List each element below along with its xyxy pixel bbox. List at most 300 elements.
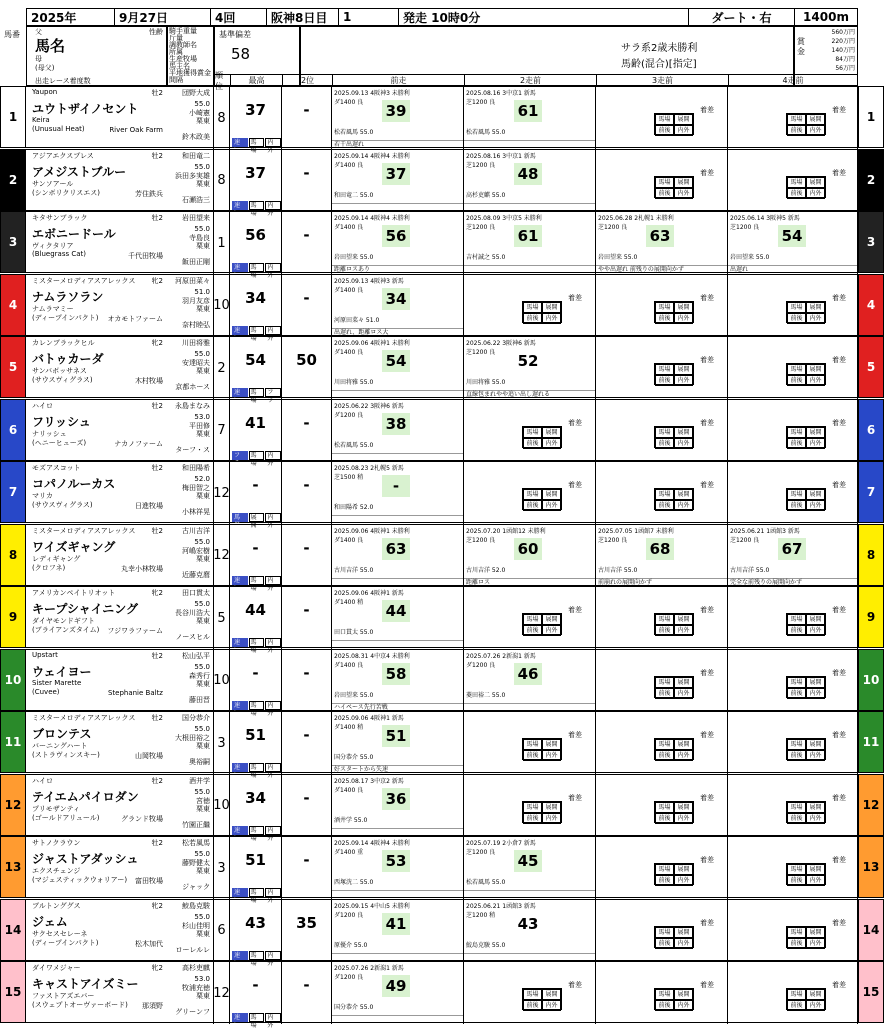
past-race-4[interactable] <box>728 212 858 274</box>
sire-name: Upstart <box>32 650 58 659</box>
empty-box-label: 展開 <box>674 114 693 125</box>
race-jockey: 川田将雅 55.0 <box>334 379 374 386</box>
empty-box-label: 馬場 <box>655 864 674 875</box>
best-figure: 54 <box>245 351 266 369</box>
margin-label: 着差 <box>568 731 582 739</box>
past-race-4[interactable] <box>728 712 858 774</box>
empty-box-label: 馬場 <box>655 802 674 813</box>
second-cell <box>282 275 332 337</box>
second-figure: - <box>303 538 310 557</box>
breeder: 丸幸小林牧場 <box>121 564 163 573</box>
past-race-3[interactable] <box>596 712 728 774</box>
rank-value: 12 <box>214 525 230 587</box>
past-race-1[interactable] <box>332 400 464 462</box>
sub-second: 2位 <box>282 74 332 86</box>
past-race-3[interactable] <box>596 212 728 274</box>
horse-cell <box>26 837 214 899</box>
umaban-left: 1 <box>0 86 26 148</box>
sex-age: 牡2 <box>151 526 163 535</box>
empty-box-label: 展開 <box>674 177 693 188</box>
best-cell <box>230 400 282 467</box>
style-tags <box>232 513 281 529</box>
empty-box-label: 内外 <box>806 438 825 449</box>
trainer: 藤野健太 <box>182 859 210 867</box>
race-date: 9月27日 <box>115 9 211 25</box>
past-race-3[interactable] <box>596 525 728 587</box>
race-info: 芝1200 良 <box>466 161 496 169</box>
rank-value: 3 <box>214 837 230 899</box>
style-tag: 展開 <box>249 513 265 522</box>
past-race-4[interactable] <box>728 650 858 712</box>
margin-label: 着差 <box>832 293 846 302</box>
jockey: 団野大成 <box>182 89 210 97</box>
style-tag: 速い <box>232 388 248 397</box>
trainer: 浜田多実雄 <box>175 171 210 180</box>
past-race-2[interactable] <box>464 525 596 587</box>
horse-name[interactable]: ウェイヨー <box>32 664 92 679</box>
past-race-3[interactable] <box>596 962 728 1024</box>
past-race-2[interactable] <box>464 337 596 399</box>
post-time: 発走 10時0分 <box>399 9 689 25</box>
past-race-1[interactable] <box>332 587 464 649</box>
trainer: 宮徳 <box>196 796 210 805</box>
past-race-4[interactable] <box>728 837 858 899</box>
past-race-2[interactable] <box>464 962 596 1024</box>
second-figure: - <box>303 163 310 182</box>
empty-boxes <box>522 988 562 1010</box>
empty-box-label: 展開 <box>674 864 693 875</box>
empty-box-label: 前後 <box>787 625 806 636</box>
dam-name: ダイヤモンドギフト <box>32 617 95 625</box>
empty-boxes <box>654 301 694 323</box>
umaban-left: 14 <box>0 899 26 961</box>
race-number: 1 <box>339 9 399 25</box>
row-body <box>26 711 858 779</box>
empty-boxes <box>786 426 826 448</box>
owner: グリーンフ <box>175 1008 210 1016</box>
row-body <box>26 211 858 279</box>
stable: 栗東 <box>196 429 210 438</box>
best-figure: 37 <box>245 101 266 119</box>
dam-name: Sister Marette <box>32 678 82 687</box>
trainer: 河嶋宏樹 <box>182 546 210 555</box>
empty-boxes <box>654 676 694 698</box>
empty-box-label: 馬場 <box>787 989 806 1000</box>
empty-box-label: 前後 <box>787 875 806 886</box>
best-figure: - <box>252 538 259 557</box>
past-race-1[interactable] <box>332 962 464 1024</box>
rank-value: 10 <box>214 275 230 337</box>
empty-box-label: 展開 <box>542 802 561 813</box>
past-race-2[interactable] <box>464 400 596 462</box>
horse-name[interactable]: ブロンテス <box>32 727 92 741</box>
race-jockey: 岩田望来 55.0 <box>598 254 638 261</box>
empty-box-label: 内外 <box>806 313 825 324</box>
jockey: 田口貫太 <box>182 589 210 597</box>
row-body <box>26 149 858 217</box>
race-jockey: 松若風馬 55.0 <box>466 129 506 136</box>
horse-name[interactable]: テイエムパイロダン <box>32 789 139 804</box>
past-race-3[interactable] <box>596 275 728 337</box>
sire-name: キタサンブラック <box>32 214 88 222</box>
best-cell <box>230 212 282 279</box>
race-date: 2025.09.14 4阪神4 未勝利 <box>334 215 410 222</box>
past-race-4[interactable] <box>728 900 858 962</box>
row-body <box>26 586 858 654</box>
empty-box-label: 前後 <box>655 1000 674 1011</box>
race-info: 芝1200 良 <box>730 224 760 231</box>
race-figure: 56 <box>382 225 410 247</box>
best-figure: 51 <box>245 851 266 869</box>
horse-name[interactable]: フリッシュ <box>32 414 91 429</box>
margin-label: 着差 <box>568 981 582 989</box>
past-race-4[interactable] <box>728 150 858 212</box>
past-race-1[interactable] <box>332 150 464 212</box>
jockey: 和田竜二 <box>182 151 210 160</box>
row-body <box>26 461 858 529</box>
prize-5: 56万円 <box>835 65 855 72</box>
race-date: 2025.09.14 4阪神4 未勝利 <box>334 840 410 847</box>
best-cell <box>230 900 282 967</box>
past-race-1[interactable] <box>332 837 464 899</box>
empty-box-label: 内外 <box>806 125 825 136</box>
rank-value: 8 <box>214 150 230 212</box>
empty-box-label: 馬場 <box>655 614 674 625</box>
sire-name: ハイロ <box>32 776 53 785</box>
empty-box-label: 馬場 <box>787 864 806 875</box>
past-race-4[interactable] <box>728 400 858 462</box>
margin-label: 着差 <box>832 731 846 739</box>
empty-boxes <box>786 926 826 948</box>
margin-label: 着差 <box>568 606 582 614</box>
empty-box-label: 前後 <box>523 313 542 324</box>
past-race-2[interactable] <box>464 650 596 712</box>
damsire-name: (ゴールドアリュール) <box>32 813 100 822</box>
past-race-2[interactable] <box>464 900 596 962</box>
weight: 55.0 <box>194 350 210 358</box>
past-race-3[interactable] <box>596 87 728 149</box>
dam-name: サクセスセレーネ <box>32 929 88 938</box>
style-tags <box>232 451 281 467</box>
owner: 飯田正剛 <box>182 258 210 266</box>
empty-boxes <box>522 801 562 823</box>
best-cell <box>230 650 282 717</box>
empty-box-label: 内外 <box>542 438 561 449</box>
empty-box-label: 展開 <box>674 302 693 313</box>
umaban-left: 7 <box>0 461 26 523</box>
past-race-3[interactable] <box>596 900 728 962</box>
umaban-right: 13 <box>858 836 884 898</box>
margin-label: 着差 <box>832 668 846 677</box>
past-race-2[interactable] <box>464 712 596 774</box>
past-race-4[interactable] <box>728 462 858 524</box>
horse-cell <box>26 87 214 149</box>
style-tag: フラ <box>265 388 281 397</box>
rank-value: 8 <box>214 87 230 149</box>
empty-box-label: 馬場 <box>787 489 806 500</box>
horse-cell <box>26 587 214 649</box>
empty-box-label: 前後 <box>523 625 542 636</box>
race-date: 2025.06.14 3阪神5 新馬 <box>730 215 800 222</box>
past-race-1[interactable] <box>332 775 464 837</box>
past-race-3[interactable] <box>596 337 728 399</box>
umaban-left: 9 <box>0 586 26 648</box>
style-tag: 速い <box>232 1013 248 1022</box>
race-info: ダ1400 良 <box>334 661 364 669</box>
horse-name[interactable]: コパノルーカス <box>32 477 116 491</box>
style-tags <box>232 576 281 592</box>
empty-box-label: 馬場 <box>655 177 674 188</box>
empty-box-label: 展開 <box>674 989 693 1000</box>
owner: 石瀬浩三 <box>182 195 210 204</box>
past-race-4[interactable] <box>728 337 858 399</box>
margin-label: 着差 <box>700 356 714 364</box>
rank-value: 12 <box>214 462 230 524</box>
style-tag: 馬場 <box>249 263 265 272</box>
past-race-1[interactable] <box>332 275 464 337</box>
best-figure: 41 <box>245 413 266 432</box>
rank-value: 6 <box>214 900 230 962</box>
weight: 55.0 <box>194 787 210 796</box>
past-race-1[interactable] <box>332 337 464 399</box>
sub-r3: 3走前 <box>596 74 728 86</box>
margin-label: 着差 <box>832 106 846 114</box>
owner: ノースヒル <box>175 633 210 641</box>
margin-label: 着差 <box>568 481 582 489</box>
race-note: 好スタートから失速 <box>332 765 463 774</box>
empty-box-label: 内外 <box>806 188 825 199</box>
empty-box-label: 前後 <box>655 938 674 949</box>
meta-jockey: 騎手重量 <box>169 27 197 35</box>
jockey: 川田将雅 <box>182 339 210 347</box>
second-cell <box>282 587 332 649</box>
empty-box-label: 馬場 <box>787 427 806 438</box>
umaban-left: 3 <box>0 211 26 273</box>
empty-box-label: 内外 <box>542 625 561 636</box>
second-cell <box>282 212 332 274</box>
margin-label: 着差 <box>700 668 714 677</box>
style-tag: 馬場 <box>249 951 265 960</box>
empty-box-label: 内外 <box>806 375 825 386</box>
empty-boxes <box>786 863 826 885</box>
past-race-4[interactable] <box>728 962 858 1024</box>
past-race-3[interactable] <box>596 837 728 899</box>
past-race-2[interactable] <box>464 212 596 274</box>
margin-label: 着差 <box>700 981 714 989</box>
empty-box-label: 馬場 <box>523 802 542 813</box>
horse-cell <box>26 150 214 212</box>
past-race-3[interactable] <box>596 587 728 649</box>
sex-age: 牝2 <box>151 339 163 347</box>
empty-box-label: 前後 <box>655 625 674 636</box>
empty-box-label: 馬場 <box>787 614 806 625</box>
breeder: 山岡牧場 <box>135 752 163 760</box>
horse-name[interactable]: ユウトザイノセント <box>32 102 139 116</box>
horse-row <box>0 336 885 404</box>
margin-label: 着差 <box>832 981 846 989</box>
past-race-3[interactable] <box>596 400 728 462</box>
horse-name[interactable]: ワイズギャング <box>32 539 116 554</box>
dam-name: ヴィクタリア <box>32 242 74 250</box>
weight: 55.0 <box>194 600 210 608</box>
race-note: 出遅れ、距離ロス大 <box>332 328 463 337</box>
meta-trainer: 調教師名 <box>169 41 197 49</box>
style-tag: 内外 <box>265 888 281 897</box>
second-figure: - <box>303 601 310 619</box>
weight: 53.0 <box>194 975 210 983</box>
second-figure: - <box>303 976 310 994</box>
past-race-1[interactable] <box>332 87 464 149</box>
past-race-2[interactable] <box>464 837 596 899</box>
sire-label: 父 <box>35 28 42 36</box>
past-race-1[interactable] <box>332 525 464 587</box>
empty-boxes <box>654 926 694 948</box>
past-race-2[interactable] <box>464 87 596 149</box>
owner: 奈村睦弘 <box>182 320 210 329</box>
horse-name[interactable]: ジャストアダッシュ <box>32 852 139 866</box>
umaban-right: 3 <box>858 211 884 273</box>
past-race-1[interactable] <box>332 462 464 524</box>
margin-label: 着差 <box>700 168 714 177</box>
margin-label: 着差 <box>568 293 582 302</box>
horse-name[interactable]: アメジストブルー <box>32 164 127 179</box>
past-race-2[interactable] <box>464 275 596 337</box>
past-race-2[interactable] <box>464 462 596 524</box>
race-date: 2025.08.09 3中京5 未勝利 <box>466 215 542 222</box>
sex-age: 牡2 <box>151 464 163 472</box>
column-header <box>0 26 885 91</box>
horse-name[interactable]: バトゥカーダ <box>32 352 104 366</box>
empty-box-label: 前後 <box>655 500 674 511</box>
weight: 55.0 <box>194 662 210 671</box>
race-distance: 1400m <box>803 10 849 24</box>
meta-prize: 平地獲得賞金 <box>169 69 211 77</box>
empty-boxes <box>654 988 694 1010</box>
race-class: サラ系2歳未勝利 <box>621 43 698 54</box>
horse-name[interactable]: エボニードール <box>32 227 116 241</box>
breeder: グランド牧場 <box>121 814 163 823</box>
empty-boxes <box>654 488 694 510</box>
style-tag: 速い <box>232 201 248 210</box>
empty-boxes <box>522 426 562 448</box>
horse-name[interactable]: キープシャイニング <box>32 602 138 616</box>
past-race-3[interactable] <box>596 462 728 524</box>
horse-name[interactable]: ナムラソラン <box>32 289 104 304</box>
past-race-4[interactable] <box>728 87 858 149</box>
stable: 栗東 <box>196 242 210 250</box>
umaban-right: 4 <box>858 274 884 336</box>
past-race-1[interactable] <box>332 712 464 774</box>
style-tag: 速い <box>232 576 248 585</box>
horse-name-label: 馬名 <box>35 37 66 55</box>
past-race-3[interactable] <box>596 775 728 837</box>
style-tags <box>232 388 281 404</box>
second-cell <box>282 837 332 899</box>
empty-box-label: 内外 <box>674 375 693 386</box>
past-race-3[interactable] <box>596 650 728 712</box>
style-tags <box>232 1013 281 1029</box>
margin-label: 着差 <box>700 856 714 864</box>
empty-box-label: 前後 <box>655 813 674 824</box>
jockey: 河原田菜々 <box>175 276 210 285</box>
past-race-4[interactable] <box>728 525 858 587</box>
stable: 栗東 <box>196 492 210 500</box>
jockey: 和田陽希 <box>182 464 210 472</box>
past-race-1[interactable] <box>332 900 464 962</box>
empty-boxes <box>654 176 694 198</box>
stable: 栗東 <box>196 117 210 125</box>
past-race-4[interactable] <box>728 587 858 649</box>
past-race-4[interactable] <box>728 775 858 837</box>
weight: 53.0 <box>194 412 210 421</box>
race-info: 芝1200 良 <box>466 224 496 231</box>
past-race-4[interactable] <box>728 275 858 337</box>
stable: 栗東 <box>196 367 210 375</box>
race-figure: 46 <box>514 663 542 685</box>
past-race-1[interactable] <box>332 650 464 712</box>
empty-box-label: 展開 <box>806 739 825 750</box>
race-info: ダ1400 稍 <box>334 599 364 606</box>
race-year: 2025年 <box>27 9 115 25</box>
breeder: 富田牧場 <box>135 877 163 885</box>
horse-cell <box>26 650 214 712</box>
horse-cell <box>26 212 214 274</box>
style-tag: 馬場 <box>249 576 265 585</box>
past-race-2[interactable] <box>464 775 596 837</box>
sire-name: ミスターメロディアスアレックス <box>32 714 136 722</box>
race-note: 出遅れ <box>728 265 857 274</box>
horse-name[interactable]: キャストアイズミー <box>32 977 139 991</box>
trainer: 森秀行 <box>189 671 210 680</box>
style-tags <box>232 951 281 967</box>
row-body <box>26 649 858 717</box>
horse-name[interactable]: ジェム <box>32 914 68 929</box>
sex-age: 牡2 <box>151 839 163 847</box>
style-tag: 速い <box>232 826 248 835</box>
breeder: 松木加代 <box>135 939 163 948</box>
empty-boxes <box>654 113 694 135</box>
empty-box-label: 展開 <box>542 614 561 625</box>
stable: 栗東 <box>196 304 210 313</box>
empty-boxes <box>522 738 562 760</box>
dam-name: Keira <box>32 116 50 124</box>
empty-boxes <box>786 113 826 135</box>
past-race-2[interactable] <box>464 150 596 212</box>
empty-boxes <box>786 176 826 198</box>
meta-stable: 所属 <box>169 48 183 56</box>
empty-box-label: 前後 <box>787 1000 806 1011</box>
race-figure: 60 <box>514 538 542 560</box>
margin-label: 着差 <box>832 606 846 614</box>
damsire-name: (ヘニーヒューズ) <box>32 438 87 447</box>
style-tag: 内外 <box>265 576 281 585</box>
race-figure: 44 <box>382 600 410 622</box>
weight: 55.0 <box>194 850 210 858</box>
race-info: ダ1400 良 <box>334 536 364 544</box>
empty-box-label: 展開 <box>542 489 561 500</box>
race-figure: 36 <box>382 788 410 810</box>
empty-box-label: 前後 <box>787 938 806 949</box>
past-race-2[interactable] <box>464 587 596 649</box>
horse-cell <box>26 400 214 462</box>
empty-boxes <box>654 801 694 823</box>
sire-name: ハイロ <box>32 401 53 410</box>
race-info: ダ1200 良 <box>334 911 364 919</box>
race-info: ダ1400 良 <box>334 286 364 294</box>
breeder: 木村牧場 <box>135 377 163 385</box>
past-race-3[interactable] <box>596 150 728 212</box>
past-race-1[interactable] <box>332 212 464 274</box>
